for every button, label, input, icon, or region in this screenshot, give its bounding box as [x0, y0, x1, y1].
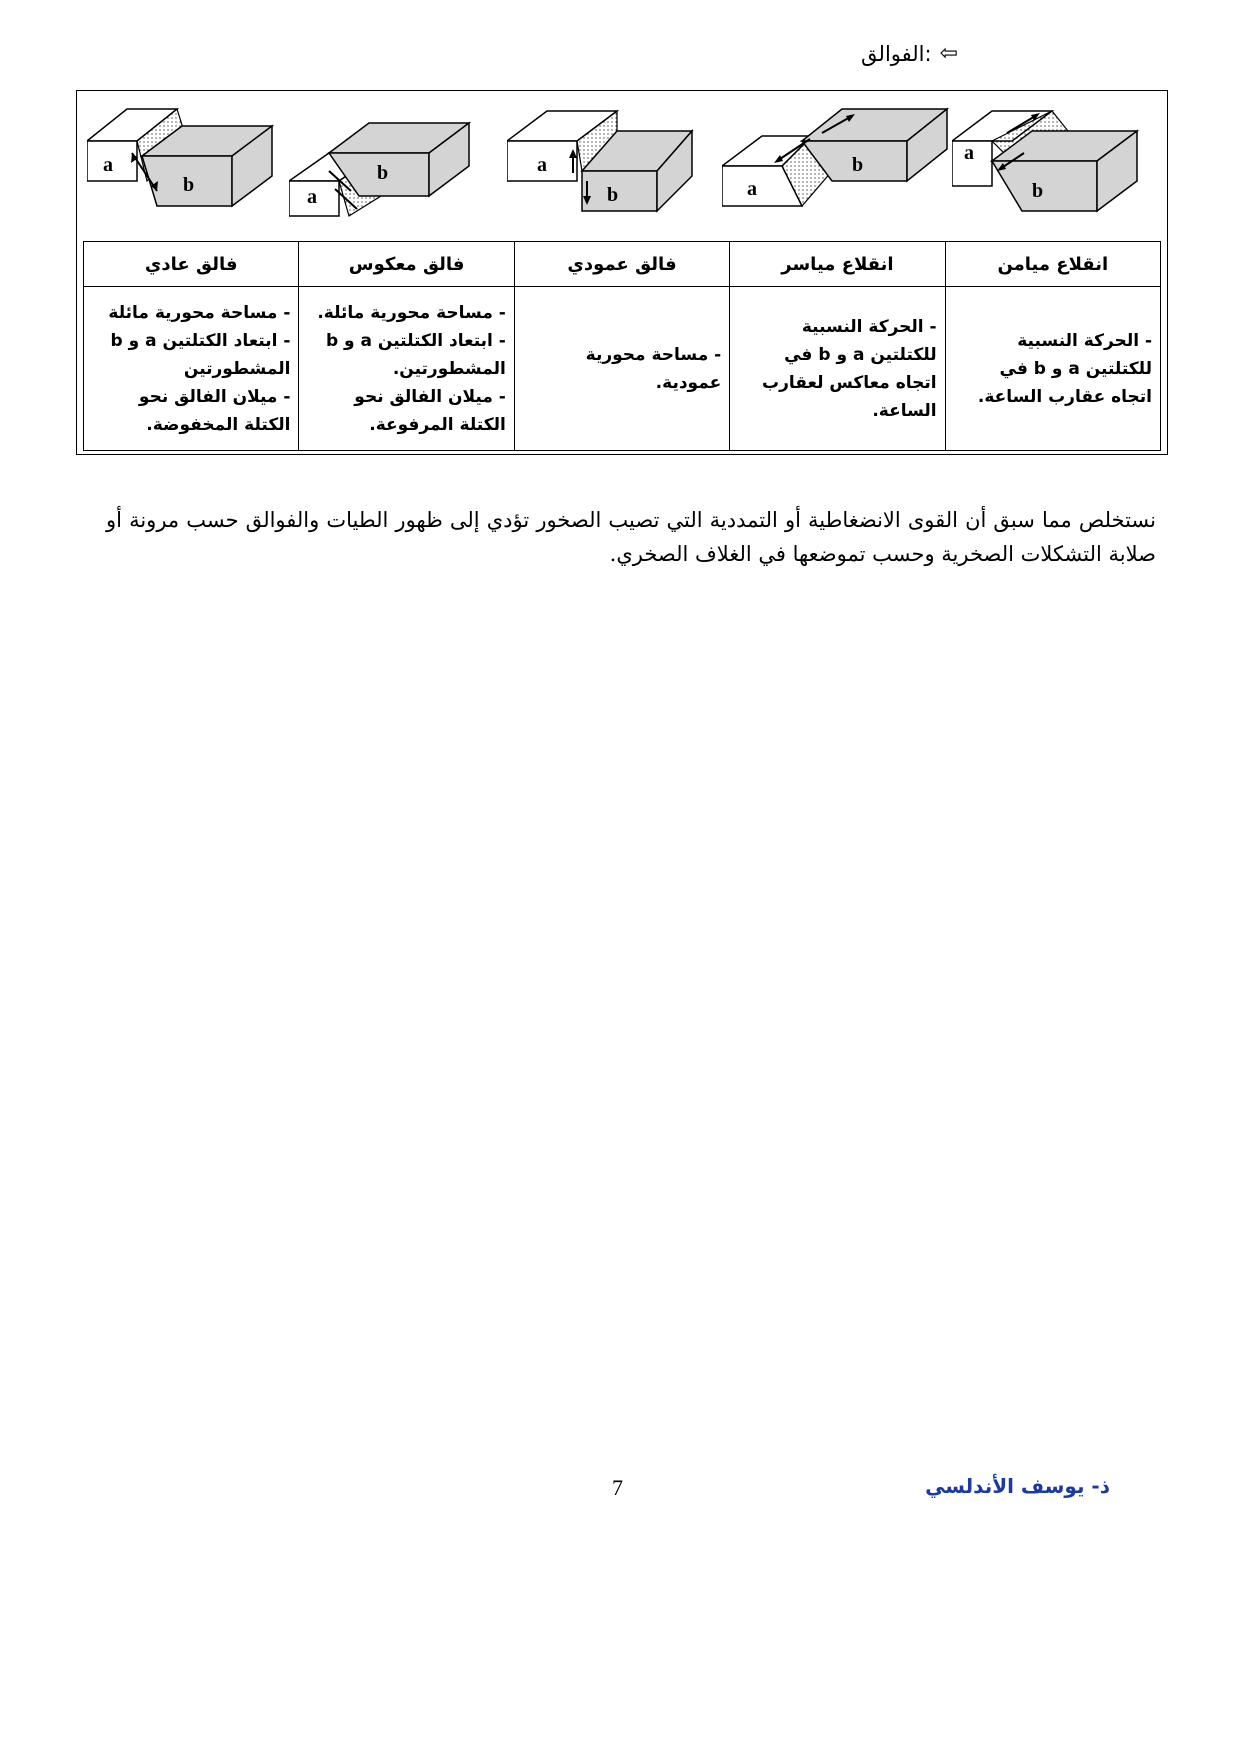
cell-line: - مساحة محورية مائلة. — [317, 302, 506, 323]
block-label-a: a — [307, 186, 317, 208]
block-label-a: a — [537, 154, 547, 176]
block-label-b: b — [183, 174, 195, 196]
block-label-b: b — [377, 162, 389, 184]
cell-line: - ميلان الفالق نحو الكتلة المرفوعة. — [354, 386, 506, 435]
fault-diagrams-row — [77, 91, 1167, 241]
cell-line: - ميلان الفالق نحو الكتلة المخفوضة. — [138, 386, 291, 435]
table-header: فالق معكوس — [299, 242, 514, 287]
cell-line: - مساحة محورية مائلة — [108, 302, 291, 323]
author-name: ذ- يوسف الأندلسي — [925, 1474, 1110, 1498]
table-header: فالق عادي — [84, 242, 299, 287]
table-cell — [299, 287, 514, 451]
page-number: 7 — [612, 1475, 623, 1500]
table-header-row — [84, 242, 1161, 287]
table-row — [84, 287, 1161, 451]
block-label-a: a — [103, 154, 113, 176]
table-cell — [84, 287, 299, 451]
block-label-a: a — [964, 142, 974, 164]
cell-line: - ابتعاد الكتلتين a و b المشطورتين — [110, 330, 291, 379]
normal-fault-diagram — [87, 101, 287, 221]
hollow-left-arrow-icon: ⇦ — [939, 41, 958, 66]
table-header: انقلاع مياسر — [730, 242, 945, 287]
dextral-strike-slip-diagram — [952, 101, 1162, 221]
faults-table — [83, 241, 1161, 451]
table-cell — [514, 287, 729, 451]
table-header: فالق عمودي — [514, 242, 729, 287]
reverse-fault-diagram — [289, 101, 489, 221]
table-cell — [945, 287, 1160, 451]
cell-line: - ابتعاد الكتلتين a و b المشطورتين. — [325, 330, 506, 379]
faults-figure-frame — [76, 90, 1168, 455]
block-label-b: b — [852, 154, 864, 176]
table-cell — [730, 287, 945, 451]
conclusion-paragraph: نستخلص مما سبق أن القوى الانضغاطية أو التمددية التي تصيب الصخور تؤدي إلى ظهور الطيات والفوالق حسب مرونة أو صلابة التشكلات الصخرية وحسب تموضعها في الغلاف الصخري. — [106, 508, 1156, 566]
block-label-b: b — [1032, 180, 1044, 202]
cell-line: - الحركة النسبية للكتلتين a و b في اتجاه معاكس لعقارب الساعة. — [762, 316, 937, 421]
section-title-text: :الفوالق — [861, 42, 932, 66]
vertical-fault-diagram — [507, 101, 707, 221]
cell-line: - مساحة محورية عمودية. — [585, 344, 722, 393]
cell-line: - الحركة النسبية للكتلتين a و b في اتجاه عقارب الساعة. — [977, 330, 1152, 407]
block-label-a: a — [747, 178, 757, 200]
block-label-b: b — [607, 184, 619, 206]
sinistral-strike-slip-diagram — [722, 101, 952, 221]
table-header: انقلاع ميامن — [945, 242, 1160, 287]
section-heading — [861, 42, 958, 66]
